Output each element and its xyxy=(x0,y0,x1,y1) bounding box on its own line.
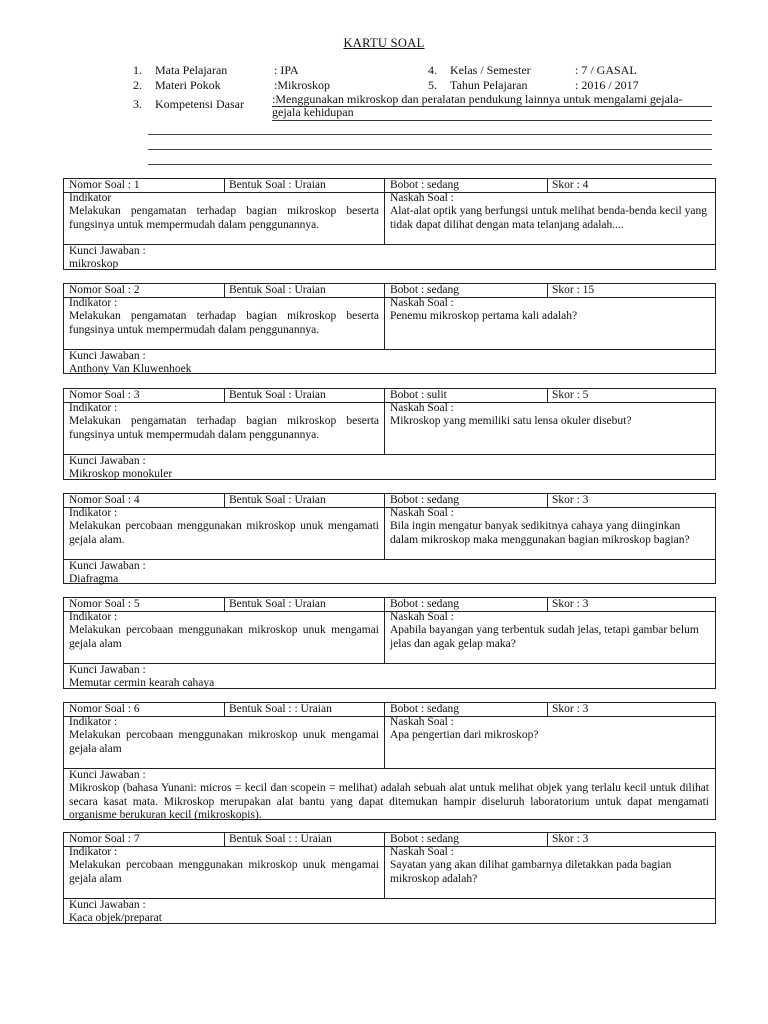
naskah-cell xyxy=(390,402,707,429)
bobot: Bobot : sedang xyxy=(390,179,459,191)
col-divider xyxy=(384,284,385,350)
col-divider xyxy=(224,494,225,507)
col-divider xyxy=(547,598,548,611)
card-header-row xyxy=(64,833,715,847)
bobot: Bobot : sedang xyxy=(390,494,459,506)
header-item-label: Tahun Pelajaran xyxy=(450,78,528,92)
kompetensi-dasar-value: :Menggunakan mikroskop dan peralatan pendukung lainnya untuk mengalami gejala- gejala kehidupan xyxy=(272,92,683,119)
bobot: Bobot : sedang xyxy=(390,703,459,715)
indikator-label: Indikator : xyxy=(69,846,118,858)
naskah-cell xyxy=(390,611,707,651)
naskah-label: Naskah Soal : xyxy=(390,402,454,414)
card-header-row xyxy=(64,494,715,508)
bentuk-soal: Bentuk Soal : Uraian xyxy=(229,284,326,296)
naskah-text: Sayatan yang akan dilihat gambarnya diletakkan pada bagian mikroskop adalah? xyxy=(390,859,672,885)
naskah-label: Naskah Soal : xyxy=(390,297,454,309)
naskah-cell xyxy=(390,297,707,324)
indikator-naskah-row xyxy=(64,402,715,455)
indikator-naskah-row xyxy=(64,611,715,664)
naskah-text: Apabila bayangan yang terbentuk sudah jelas, tetapi gambar belum jelas dan agak gelap maka? xyxy=(390,624,699,650)
nomor-soal: Nomor Soal : 3 xyxy=(69,389,140,401)
indikator-text: Melakukan pengamatan terhadap bagian mikroskop beserta fungsinya untuk mempermudah dalam penggunannya. xyxy=(69,205,379,231)
nomor-soal: Nomor Soal : 6 xyxy=(69,703,140,715)
nomor-soal: Nomor Soal : 1 xyxy=(69,179,140,191)
page-title: KARTU SOAL xyxy=(343,36,425,50)
kompetensi-underline xyxy=(272,106,712,107)
header-item-value: : 2016 / 2017 xyxy=(575,78,639,92)
kunci-cell xyxy=(69,245,709,272)
col-divider xyxy=(547,833,548,846)
indikator-naskah-row xyxy=(64,297,715,350)
naskah-cell xyxy=(390,507,707,547)
col-divider xyxy=(224,389,225,402)
question-card xyxy=(63,178,716,270)
card-header-row xyxy=(64,389,715,403)
bobot: Bobot : sulit xyxy=(390,389,447,401)
kunci-text: Anthony Van Kluwenhoek xyxy=(69,363,192,376)
nomor-soal: Nomor Soal : 4 xyxy=(69,494,140,506)
bentuk-soal: Bentuk Soal : Uraian xyxy=(229,389,326,401)
naskah-label: Naskah Soal : xyxy=(390,846,454,858)
indikator-naskah-row xyxy=(64,507,715,560)
skor: Skor : 15 xyxy=(552,284,595,296)
indikator-label: Indikator xyxy=(69,192,112,204)
naskah-text: Mikroskop yang memiliki satu lensa okuler disebut? xyxy=(390,415,632,428)
col-divider xyxy=(547,703,548,716)
header-item-num: 4. xyxy=(428,63,437,77)
indikator-label: Indikator : xyxy=(69,716,118,728)
header-item-label: Kompetensi Dasar xyxy=(155,97,244,111)
indikator-naskah-row xyxy=(64,716,715,769)
naskah-label: Naskah Soal : xyxy=(390,611,454,623)
bentuk-soal: Bentuk Soal : Uraian xyxy=(229,598,326,610)
kunci-cell xyxy=(69,455,709,482)
kunci-cell xyxy=(69,560,709,587)
nomor-soal: Nomor Soal : 7 xyxy=(69,833,140,845)
kompetensi-underline xyxy=(272,120,712,121)
question-card xyxy=(63,283,716,374)
col-divider xyxy=(547,494,548,507)
header-item-value: : IPA xyxy=(274,63,299,77)
kunci-cell xyxy=(69,350,709,377)
header-item-num: 5. xyxy=(428,78,437,92)
bentuk-soal: Bentuk Soal : Uraian xyxy=(229,494,326,506)
header-item-label: Kelas / Semester xyxy=(450,63,531,77)
col-divider xyxy=(547,389,548,402)
kunci-label: Kunci Jawaban : xyxy=(69,664,146,676)
header-item-num: 1. xyxy=(133,63,142,77)
skor: Skor : 3 xyxy=(552,703,589,715)
writing-line xyxy=(148,134,712,135)
indikator-cell xyxy=(69,297,379,337)
col-divider xyxy=(384,598,385,664)
col-divider xyxy=(224,703,225,716)
card-header-row xyxy=(64,179,715,193)
question-card xyxy=(63,493,716,584)
col-divider xyxy=(384,833,385,899)
kunci-text: Mikroskop (bahasa Yunani: micros = kecil dan scopein = melihat) adalah sebuah alat untuk melihat objek yang terlalu kecil untuk dilihat secara kasat mata. Mikroskop merupakan alat bantu yang dapat ditemukan hampir diseluruh laboratorium untuk dapat mengamati organisme berukuran kecil (mikroskopis). xyxy=(69,782,709,821)
bentuk-soal: Bentuk Soal : : Uraian xyxy=(229,833,332,845)
skor: Skor : 3 xyxy=(552,494,589,506)
col-divider xyxy=(224,598,225,611)
col-divider xyxy=(547,179,548,192)
indikator-cell xyxy=(69,846,379,886)
kunci-text: mikroskop xyxy=(69,258,119,271)
col-divider xyxy=(384,494,385,560)
writing-line xyxy=(148,149,712,150)
indikator-naskah-row xyxy=(64,192,715,245)
kunci-text: Diafragma xyxy=(69,573,119,586)
naskah-text: Bila ingin mengatur banyak sedikitnya cahaya yang diinginkan dalam mikroskop maka menggunakan bagian mikroskop bagian? xyxy=(390,520,690,546)
bobot: Bobot : sedang xyxy=(390,284,459,296)
naskah-text: Apa pengertian dari mikroskop? xyxy=(390,729,539,742)
indikator-label: Indikator : xyxy=(69,402,118,414)
card-header-row xyxy=(64,598,715,612)
indikator-text: Melakukan pengamatan terhadap bagian mikroskop beserta fungsinya untuk mempermudah dalam penggunannya. xyxy=(69,415,379,441)
col-divider xyxy=(384,389,385,455)
bentuk-soal: Bentuk Soal : Uraian xyxy=(229,179,326,191)
header-item-label: Mata Pelajaran xyxy=(155,63,228,77)
indikator-cell xyxy=(69,716,379,756)
bobot: Bobot : sedang xyxy=(390,833,459,845)
nomor-soal: Nomor Soal : 5 xyxy=(69,598,140,610)
indikator-label: Indikator : xyxy=(69,611,118,623)
kunci-label: Kunci Jawaban : xyxy=(69,560,146,572)
skor: Skor : 5 xyxy=(552,389,589,401)
naskah-label: Naskah Soal : xyxy=(390,716,454,728)
skor: Skor : 3 xyxy=(552,833,589,845)
card-header-row xyxy=(64,703,715,717)
bentuk-soal: Bentuk Soal : : Uraian xyxy=(229,703,332,715)
indikator-label: Indikator : xyxy=(69,507,118,519)
col-divider xyxy=(224,833,225,846)
indikator-cell xyxy=(69,507,379,547)
indikator-text: Melakukan percobaan menggunakan mikroskop unuk mengamati gejala alam. xyxy=(69,520,379,546)
question-card xyxy=(63,832,716,924)
naskah-cell xyxy=(390,192,707,232)
kunci-label: Kunci Jawaban : xyxy=(69,455,146,467)
header-item-value: :Mikroskop xyxy=(274,78,331,92)
question-card xyxy=(63,702,716,820)
card-header-row xyxy=(64,284,715,298)
indikator-text: Melakukan percobaan menggunakan mikroskop unuk mengamai gejala alam xyxy=(69,859,379,885)
kunci-cell xyxy=(69,769,709,822)
col-divider xyxy=(224,284,225,297)
skor: Skor : 4 xyxy=(552,179,589,191)
header-item-label: Materi Pokok xyxy=(155,78,221,92)
kunci-label: Kunci Jawaban : xyxy=(69,899,146,911)
indikator-label: Indikator : xyxy=(69,297,118,309)
header-item-num: 2. xyxy=(133,78,142,92)
kunci-label: Kunci Jawaban : xyxy=(69,769,146,781)
indikator-cell xyxy=(69,192,379,232)
indikator-cell xyxy=(69,402,379,442)
indikator-naskah-row xyxy=(64,846,715,899)
col-divider xyxy=(224,179,225,192)
naskah-text: Alat-alat optik yang berfungsi untuk melihat benda-benda kecil yang tidak dapat dilihat dengan mata telanjang adalah.... xyxy=(390,205,707,231)
kunci-label: Kunci Jawaban : xyxy=(69,245,146,257)
kunci-cell xyxy=(69,899,709,926)
nomor-soal: Nomor Soal : 2 xyxy=(69,284,140,296)
indikator-cell xyxy=(69,611,379,651)
col-divider xyxy=(384,179,385,245)
header-item-num: 3. xyxy=(133,97,142,111)
kunci-cell xyxy=(69,664,709,691)
kunci-text: Kaca objek/preparat xyxy=(69,912,162,925)
question-card xyxy=(63,597,716,689)
naskah-cell xyxy=(390,716,707,743)
naskah-cell xyxy=(390,846,707,886)
question-card xyxy=(63,388,716,480)
naskah-label: Naskah Soal : xyxy=(390,192,454,204)
writing-line xyxy=(148,164,712,165)
indikator-text: Melakukan percobaan menggunakan mikroskop unuk mengamai gejala alam xyxy=(69,624,379,650)
indikator-text: Melakukan pengamatan terhadap bagian mikroskop beserta fungsinya untuk mempermudah dalam penggunannya. xyxy=(69,310,379,336)
naskah-label: Naskah Soal : xyxy=(390,507,454,519)
col-divider xyxy=(384,703,385,769)
bobot: Bobot : sedang xyxy=(390,598,459,610)
kunci-text: Mikroskop monokuler xyxy=(69,468,173,481)
indikator-text: Melakukan percobaan menggunakan mikroskop unuk mengamai gejala alam xyxy=(69,729,379,755)
kunci-text: Memutar cermin kearah cahaya xyxy=(69,677,215,690)
kunci-label: Kunci Jawaban : xyxy=(69,350,146,362)
naskah-text: Penemu mikroskop pertama kali adalah? xyxy=(390,310,578,323)
header-item-value: : 7 / GASAL xyxy=(575,63,637,77)
col-divider xyxy=(547,284,548,297)
skor: Skor : 3 xyxy=(552,598,589,610)
